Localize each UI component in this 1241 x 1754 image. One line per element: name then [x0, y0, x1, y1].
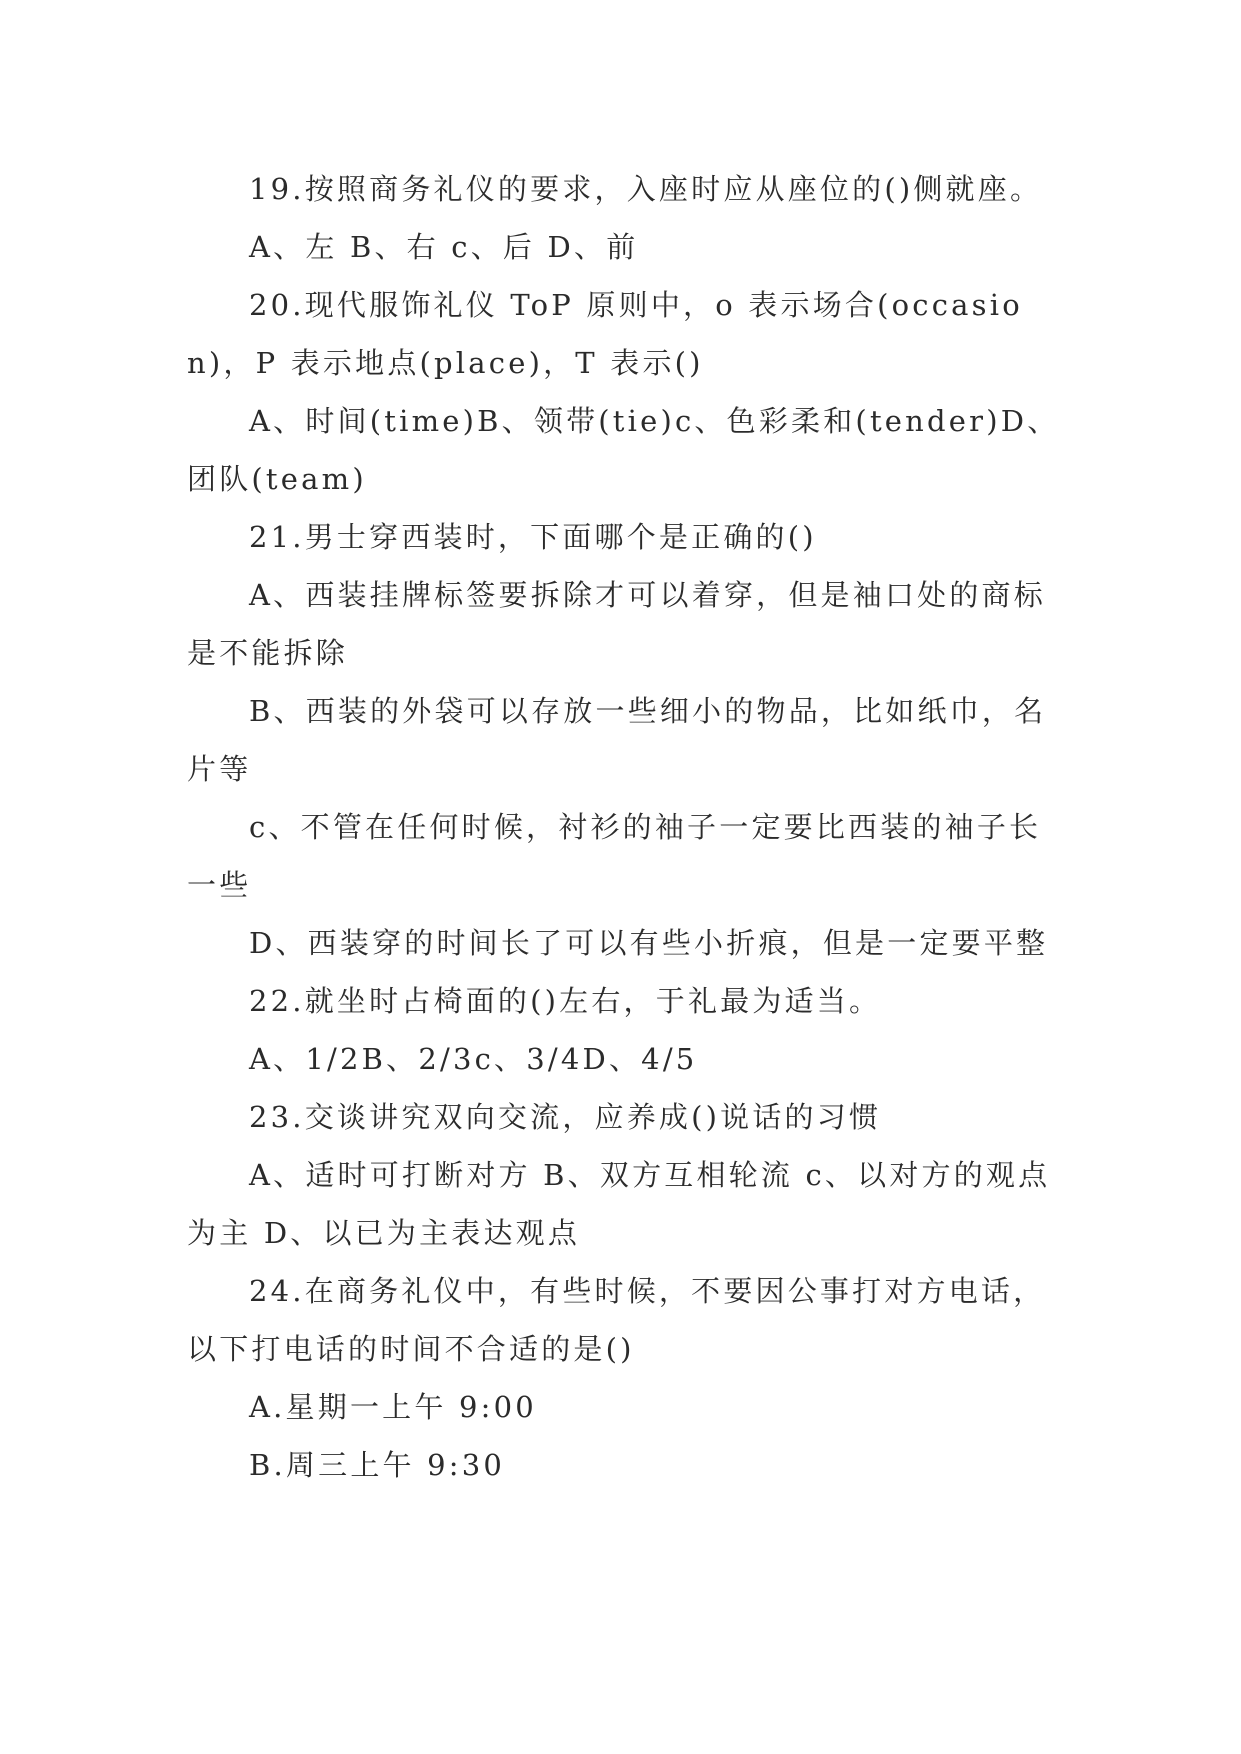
question-22-options: A、1/2B、2/3c、3/4D、4/5	[249, 1042, 698, 1076]
question-23: 23.交谈讲究双向交流，应养成()说话的习惯	[249, 1100, 882, 1134]
question-21-option-c: c、不管在任何时候，衬衫的袖子一定要比西装的袖子长一些	[187, 810, 1042, 902]
question-21-option-d: D、西装穿的时间长了可以有些小折痕，但是一定要平整	[249, 926, 1049, 960]
question-22: 22.就坐时占椅面的()左右，于礼最为适当。	[249, 984, 882, 1018]
question-24-option-a: A.星期一上午 9:00	[249, 1390, 537, 1424]
question-21-option-b: B、西装的外袋可以存放一些细小的物品，比如纸巾，名片等	[187, 694, 1047, 786]
document-page	[187, 160, 1072, 1494]
question-20: 20.现代服饰礼仪 ToP 原则中，o 表示场合(occasion)，P 表示地点(place)，T 表示()	[187, 288, 1023, 380]
question-20-options: A、时间(time)B、领带(tie)c、色彩柔和(tender)D、团队(team)	[187, 404, 1060, 496]
question-19: 19.按照商务礼仪的要求，入座时应从座位的()侧就座。	[249, 172, 1043, 206]
question-24-option-b: B.周三上午 9:30	[249, 1448, 506, 1482]
question-24: 24.在商务礼仪中，有些时候，不要因公事打对方电话，以下打电话的时间不合适的是()	[187, 1274, 1046, 1366]
question-19-options: A、左 B、右 c、后 D、前	[249, 230, 639, 264]
question-23-options: A、适时可打断对方 B、双方互相轮流 c、以对方的观点为主 D、以已为主表达观点	[187, 1158, 1051, 1250]
question-21: 21.男士穿西装时，下面哪个是正确的()	[249, 520, 817, 554]
question-21-option-a: A、西装挂牌标签要拆除才可以着穿，但是袖口处的商标是不能拆除	[187, 578, 1046, 670]
